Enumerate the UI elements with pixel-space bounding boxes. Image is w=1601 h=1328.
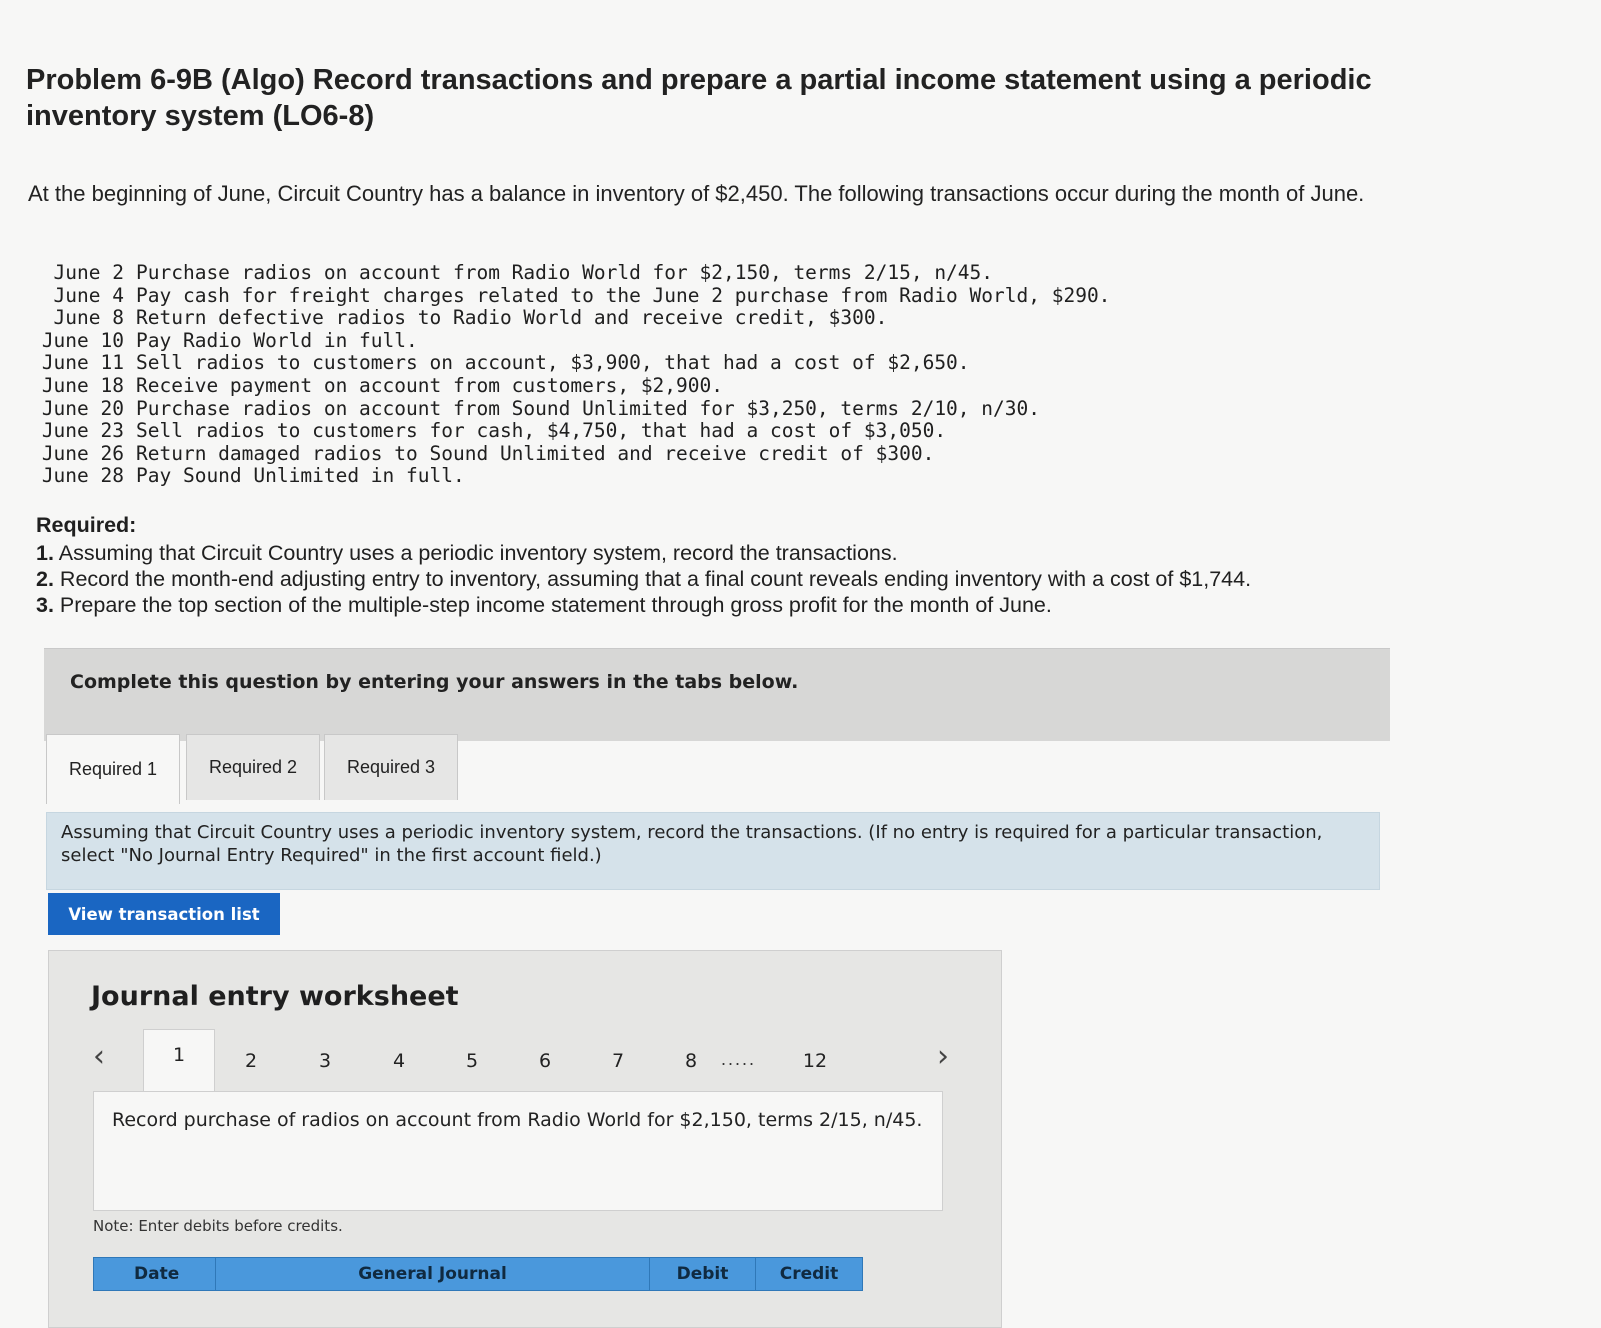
required-item [36,540,1456,566]
transaction-date: June 2 [53,261,124,284]
transaction-date: June 26 [41,441,124,465]
transaction-date: June 4 [53,283,124,307]
required-item-text: Assuming that Circuit Country uses a periodic inventory system, record the transactions. [58,541,898,565]
instruction-bar [44,648,1390,741]
instruction-text: Complete this question by entering your answers in the tabs below. [70,671,799,693]
transaction-text: Pay cash for freight charges related to the June 2 purchase from Radio World, $290. [136,283,1111,307]
transaction-date: June 18 [41,373,124,397]
required-item-number: 1. [36,541,54,565]
chevron-left-icon[interactable]: ‹ [93,1039,105,1074]
journal-table-header [93,1257,863,1291]
tab-panel-description: Assuming that Circuit Country uses a periodic inventory system, record the transactions. (If no entry is required for a particular transaction, select "No Journal Entry Required" in the first account field.) [46,812,1380,890]
transaction-row [34,352,1110,375]
view-transaction-list-button[interactable]: View transaction list [48,893,280,935]
tab-required-3[interactable]: Required 3 [324,734,458,800]
transaction-row [34,420,1110,443]
transaction-text: Receive payment on account from customers, $2,900. [136,373,723,397]
required-item [36,566,1456,592]
transaction-text: Pay Radio World in full. [136,328,418,352]
chevron-right-icon[interactable]: › [937,1039,949,1074]
page-6[interactable]: 6 [538,1050,552,1072]
tab-required-2[interactable]: Required 2 [186,734,320,800]
column-date: Date [94,1258,216,1290]
problem-intro: At the beginning of June, Circuit Country has a balance in inventory of $2,450. The following transactions occur during the month of June. [28,181,1365,206]
transaction-row [34,285,1110,308]
page-3[interactable]: 3 [318,1050,332,1072]
transaction-date: June 11 [41,351,124,375]
page-4[interactable]: 4 [392,1050,406,1072]
required-heading: Required: [36,513,137,537]
page-5[interactable]: 5 [465,1050,479,1072]
transaction-text: Pay Sound Unlimited in full. [136,464,465,488]
column-debit: Debit [650,1258,756,1290]
transaction-row [34,262,1110,285]
required-item-number: 3. [36,593,54,617]
transaction-row [34,330,1110,353]
transaction-date: June 8 [53,306,124,330]
transaction-date: June 20 [41,396,124,420]
column-general-journal: General Journal [216,1258,650,1290]
transaction-date: June 28 [41,464,124,488]
journal-entry-worksheet [48,950,1002,1328]
page-8[interactable]: 8 [684,1050,698,1072]
transaction-row [34,443,1110,466]
page-1[interactable]: 1 [143,1029,215,1091]
transaction-date: June 23 [41,419,124,443]
transaction-text: Return damaged radios to Sound Unlimited and receive credit of $300. [136,441,935,465]
page-7[interactable]: 7 [611,1050,625,1072]
transaction-row [34,465,1110,488]
problem-title: Problem 6-9B (Algo) Record transactions and prepare a partial income statement using a periodic inventory system (LO6-8) [26,64,1372,132]
transaction-row [34,375,1110,398]
transaction-row [34,307,1110,330]
entry-description: Record purchase of radios on account from Radio World for $2,150, terms 2/15, n/45. [93,1091,943,1211]
transaction-text: Sell radios to customers on account, $3,900, that had a cost of $2,650. [136,351,970,375]
transaction-date: June 10 [41,328,124,352]
page-12[interactable]: 12 [802,1050,828,1072]
transaction-text: Sell radios to customers for cash, $4,750, that had a cost of $3,050. [136,419,947,443]
required-item-text: Record the month-end adjusting entry to inventory, assuming that a final count reveals ending inventory with a cost of $1,744. [59,567,1252,591]
transaction-text: Purchase radios on account from Sound Unlimited for $3,250, terms 2/10, n/30. [136,396,1040,420]
page-2[interactable]: 2 [244,1050,258,1072]
required-item-text: Prepare the top section of the multiple-step income statement through gross profit for the month of June. [59,593,1052,617]
worksheet-title: Journal entry worksheet [91,981,459,1012]
transaction-text: Return defective radios to Radio World and receive credit, $300. [136,306,888,330]
entry-note: Note: Enter debits before credits. [93,1217,343,1235]
transaction-text: Purchase radios on account from Radio World for $2,150, terms 2/15, n/45. [136,261,994,284]
transaction-list [34,262,1110,488]
tab-required-1[interactable]: Required 1 [46,734,180,804]
required-item [36,592,1456,618]
page-ellipsis: ..... [721,1049,757,1069]
entry-pager [89,1029,969,1091]
required-item-number: 2. [36,567,54,591]
column-credit: Credit [779,1264,839,1284]
transaction-row [34,398,1110,421]
required-section [36,512,1456,618]
